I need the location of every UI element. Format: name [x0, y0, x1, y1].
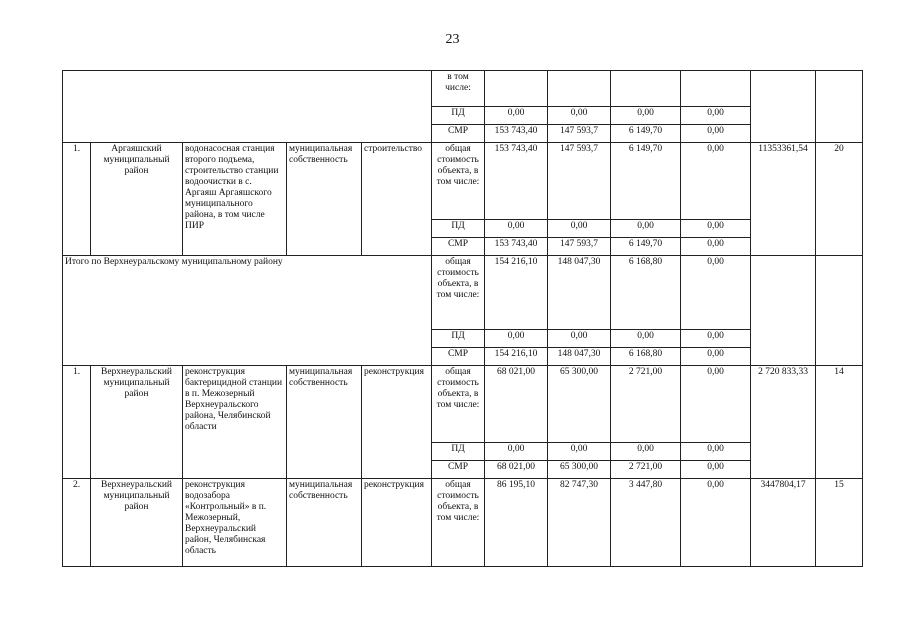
capacity-value: 11353361,54 [751, 143, 816, 256]
object-description: реконструкция бактерицидной станции в п. Межозерный Верхнеуральского района, Челябинской области [183, 366, 287, 479]
work-type: строительство [362, 143, 432, 256]
total-cost-label: общая стоимость объекта, в том числе: [432, 479, 485, 567]
capacity-value: 3447804,17 [751, 479, 816, 567]
object-description: водонасосная станция второго подъема, строительство станции водоочистки в с. Аргаяш Аргаяшского муниципального района, в том числе ПИР [183, 143, 287, 256]
district-name: Верхнеуральский муниципальный район [91, 366, 183, 479]
table-row [63, 71, 863, 107]
investment-table [62, 70, 863, 567]
table-row: 1. Аргаяшский муниципальный район водонасосная станция второго подъема, строительство станции водоочистки в с. Аргаяш Аргаяшского муниципального района, в том числе ПИР муниципальная собственность строительство общая стоимость объекта, в том числе: 153 743,40 147 593,7 6 149,70 0,00 11353361,54 20 [63, 143, 863, 220]
table-row: 2. Верхнеуральский муниципальный район реконструкция водозабора «Контрольный» в п. Межозерный, Верхнеуральский район, Челябинская область муниципальная собственность реконструкция общая стоимость объекта, в том числе: 86 195,10 82 747,30 3 447,80 0,00 3447804,17 15 [63, 479, 863, 567]
row-index: 1. [63, 143, 91, 256]
table-row: ПД 0,00 0,00 0,00 0,00 [63, 443, 863, 461]
total-cost-label: общая стоимость объекта, в том числе: [432, 143, 485, 220]
count-value: 15 [816, 479, 863, 567]
capacity-value: 2 720 833,33 [751, 366, 816, 479]
table-row: СМР 153 743,40 147 593,7 6 149,70 0,00 [63, 125, 863, 143]
table-row: СМР 68 021,00 65 300,00 2 721,00 0,00 [63, 461, 863, 479]
total-cost-label: общая стоимость объекта, в том числе: [432, 256, 485, 330]
row-index: 2. [63, 479, 91, 567]
subtotal-title: Итого по Верхнеуральскому муниципальному району [63, 256, 432, 366]
smr-label: СМР [432, 348, 485, 366]
ownership-type: муниципальная собственность [287, 366, 362, 479]
object-description: реконструкция водозабора «Контрольный» в п. Межозерный, Верхнеуральский район, Челябинская область [183, 479, 287, 567]
district-name: Верхнеуральский муниципальный район [91, 479, 183, 567]
work-type: реконструкция [362, 479, 432, 567]
count-value: 20 [816, 143, 863, 256]
total-cost-label: общая стоимость объекта, в том числе: [432, 366, 485, 443]
page-number: 23 [445, 32, 460, 47]
table-row: СМР 154 216,10 148 047,30 6 168,80 0,00 [63, 348, 863, 366]
pd-label: ПД [432, 443, 485, 461]
table-row: ПД 0,00 0,00 0,00 0,00 [63, 107, 863, 125]
cost-breakdown-label: в том числе: [432, 71, 485, 107]
work-type: реконструкция [362, 366, 432, 479]
count-value: 14 [816, 366, 863, 479]
table-row: СМР 153 743,40 147 593,7 6 149,70 0,00 [63, 238, 863, 256]
ownership-type: муниципальная собственность [287, 143, 362, 256]
row-index: 1. [63, 366, 91, 479]
pd-label: ПД [432, 330, 485, 348]
empty-merged-cell [63, 71, 432, 143]
pd-label: ПД [432, 220, 485, 238]
table-row: ПД 0,00 0,00 0,00 0,00 [63, 330, 863, 348]
ownership-type: муниципальная собственность [287, 479, 362, 567]
table-row: Итого по Верхнеуральскому муниципальному району общая стоимость объекта, в том числе: 154 216,10 148 047,30 6 168,80 0,00 [63, 256, 863, 330]
smr-label: СМР [432, 238, 485, 256]
pd-label: ПД [432, 107, 485, 125]
smr-label: СМР [432, 461, 485, 479]
smr-label: СМР [432, 125, 485, 143]
table-row: 1. Верхнеуральский муниципальный район реконструкция бактерицидной станции в п. Межозерный Верхнеуральского района, Челябинской области муниципальная собственность реконструкция общая стоимость объекта, в том числе: 68 021,00 65 300,00 2 721,00 0,00 2 720 833,33 14 [63, 366, 863, 443]
table-row: ПД 0,00 0,00 0,00 0,00 [63, 220, 863, 238]
district-name: Аргаяшский муниципальный район [91, 143, 183, 256]
